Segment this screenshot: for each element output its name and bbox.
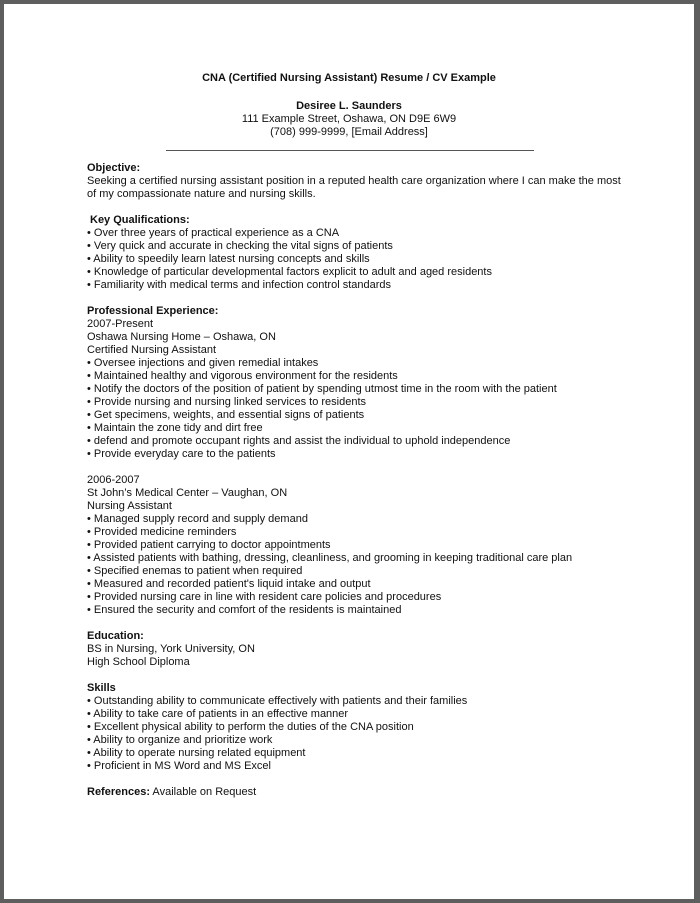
objective-heading: Objective:	[87, 162, 141, 174]
job-duty: • Get specimens, weights, and essential signs of patients	[87, 409, 365, 421]
job-employer: Oshawa Nursing Home – Oshawa, ON	[87, 331, 276, 343]
document-title: CNA (Certified Nursing Assistant) Resume / CV Example	[202, 72, 496, 84]
candidate-phone-email: (708) 999-9999, [Email Address]	[270, 126, 428, 138]
skill-item: • Ability to organize and prioritize work	[87, 734, 273, 746]
education-item: BS in Nursing, York University, ON	[87, 643, 255, 655]
references-line	[87, 786, 632, 799]
qualification-item: • Knowledge of particular developmental factors explicit to adult and aged residents	[87, 266, 492, 278]
job-period: 2006-2007	[87, 474, 140, 486]
experience-heading: Professional Experience:	[87, 305, 219, 317]
job-duty: • Maintain the zone tidy and dirt free	[87, 422, 263, 434]
candidate-address: 111 Example Street, Oshawa, ON D9E 6W9	[241, 113, 457, 125]
job-role: Nursing Assistant	[87, 500, 172, 512]
job-duty: • Provided patient carrying to doctor appointments	[87, 539, 331, 551]
resume-body	[87, 162, 632, 799]
job-duty: • Provide everyday care to the patients	[87, 448, 276, 460]
job-employer: St John’s Medical Center – Vaughan, ON	[87, 487, 288, 499]
qualification-item: • Very quick and accurate in checking the vital signs of patients	[87, 240, 393, 252]
references-label: References:	[87, 786, 150, 798]
objective-text: Seeking a certified nursing assistant position in a reputed health care organization where I can make the most of my compassionate nature and nursing skills.	[87, 175, 621, 200]
skill-item: • Excellent physical ability to perform the duties of the CNA position	[87, 721, 414, 733]
qualification-item: • Familiarity with medical terms and infection control standards	[87, 279, 392, 291]
job-duty: • Provide nursing and nursing linked services to residents	[87, 396, 366, 408]
job-duty: • Measured and recorded patient's liquid intake and output	[87, 578, 371, 590]
job-role: Certified Nursing Assistant	[87, 344, 216, 356]
job-duty: • Maintained healthy and vigorous environment for the residents	[87, 370, 398, 382]
resume-page	[4, 4, 694, 899]
candidate-name: Desiree L. Saunders	[296, 100, 402, 112]
education-item: High School Diploma	[87, 656, 190, 668]
job-duty: • Ensured the security and comfort of the residents is maintained	[87, 604, 402, 616]
qualifications-heading: Key Qualifications:	[90, 214, 190, 226]
skill-item: • Outstanding ability to communicate effectively with patients and their families	[87, 695, 468, 707]
job-duty: • Notify the doctors of the position of patient by spending utmost time in the room with the patient	[87, 383, 557, 395]
job-duty: • defend and promote occupant rights and assist the individual to uphold independence	[87, 435, 511, 447]
job-duty: • Oversee injections and given remedial intakes	[87, 357, 319, 369]
header-divider	[166, 150, 534, 151]
job-duty: • Assisted patients with bathing, dressing, cleanliness, and grooming in keeping traditional care plan	[87, 552, 573, 564]
skill-item: • Ability to operate nursing related equipment	[87, 747, 306, 759]
references-value: Available on Request	[149, 786, 257, 798]
job-duty: • Provided medicine reminders	[87, 526, 237, 538]
job-duty: • Specified enemas to patient when required	[87, 565, 303, 577]
job-duty: • Provided nursing care in line with resident care policies and procedures	[87, 591, 442, 603]
qualification-item: • Over three years of practical experience as a CNA	[87, 227, 340, 239]
job-duty: • Managed supply record and supply demand	[87, 513, 308, 525]
skill-item: • Ability to take care of patients in an effective manner	[87, 708, 349, 720]
skills-heading: Skills	[87, 682, 116, 694]
education-heading: Education:	[87, 630, 144, 642]
skill-item: • Proficient in MS Word and MS Excel	[87, 760, 271, 772]
qualification-item: • Ability to speedily learn latest nursing concepts and skills	[87, 253, 370, 265]
job-period: 2007-Present	[87, 318, 154, 330]
